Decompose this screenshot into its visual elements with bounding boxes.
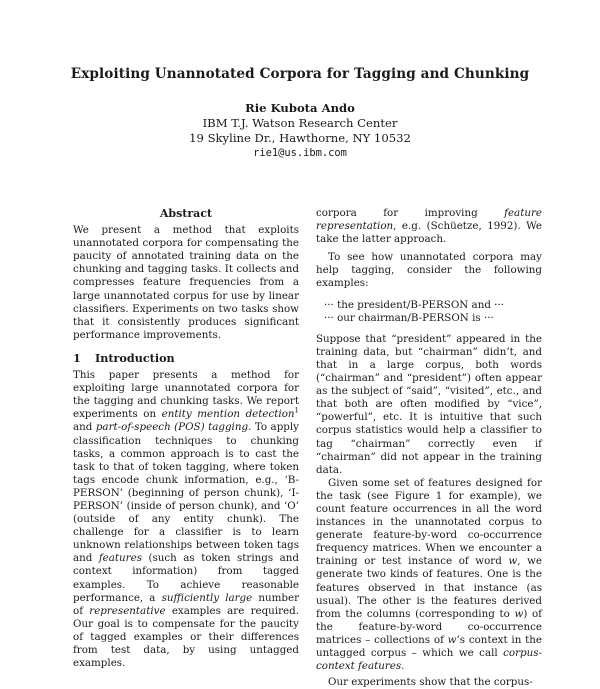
math-variable: w — [508, 555, 518, 568]
intro-paragraph — [73, 369, 299, 670]
body-text: ) of the feature-by-word co-occurrence matrices – collections of — [316, 607, 542, 646]
author-name: Rie Kubota Ando — [245, 101, 355, 115]
body-text: corpora for improving — [316, 207, 505, 219]
features-paragraph — [316, 477, 542, 673]
suppose-paragraph: Suppose that “president” appeared in the training data, but “chairman” didn’t, and that in a large corpus, both words (“chairman” and “president”) often appear as the subject of “said”, “visited”, etc., and that both are often modified by “vice”, “powerful”, etc. It is intuitive that such corpus statistics would help a classifier to tag “chairman” correctly even if “chairman” did not appear in the training data. — [316, 332, 542, 476]
section-number: 1 — [73, 350, 81, 365]
intro-emphasis: entity mention detection — [161, 408, 295, 421]
author-affiliation: IBM T.J. Watson Research Center — [202, 116, 398, 130]
math-variable: w — [447, 633, 457, 646]
section-title: Introduction — [95, 350, 175, 365]
section-heading — [73, 352, 299, 365]
body-text: . — [401, 660, 405, 673]
body-emphasis: feature representation — [316, 207, 542, 233]
body-text: , e.g. (Schüetze, 1992). We take the latter approach. — [316, 220, 542, 246]
author-block — [0, 101, 600, 161]
intro-text: This paper presents a method for exploiting large unannotated corpora for the tagging and chunking tasks. We report experiments on — [73, 369, 299, 421]
abstract-heading: Abstract — [159, 207, 213, 220]
math-variable: w — [514, 607, 524, 620]
examples-intro-paragraph: To see how unannotated corpora may help tagging, consider the following examples: — [316, 251, 542, 290]
right-column — [316, 207, 542, 689]
paper-title: Exploiting Unannotated Corpora for Tagging and Chunking — [70, 66, 530, 82]
example-line: ··· our chairman/B-PERSON is ··· — [324, 311, 494, 324]
intro-text: (such as token strings and context information) from tagged examples. To achieve reasonable performance, a — [73, 552, 299, 604]
intro-text: . To apply classification techniques to chunking tasks, a common approach is to cast the task to that of token tagging, where token tags encode chunk information, e.g., ‘B-PERSON’ (beginning of person chunk), ‘I-PERSON’ (inside of person chunk), and ‘O’ (outside of any entity chunk). The challenge for a classifier is to learn unknown relationships between token tags and — [73, 421, 299, 565]
body-text: ’s context in the untagged corpus – which we call — [316, 633, 542, 659]
intro-emphasis: part-of-speech (POS) tagging — [95, 421, 249, 434]
body-text: Given some set of features designed for the task (see Figure 1 for example), we count feature occurrences in all the word instances in the unannotated corpus to generate feature-by-word co-occurrence frequency matrices. When we encounter a training or test instance of word — [316, 476, 542, 568]
abstract-text: We present a method that exploits unannotated corpora for compensating the paucity of annotated training data on the chunking and tagging tasks. It collects and compresses feature frequencies from a large unannotated corpus for use by linear classifiers. Experiments on two tasks show that it consistently produces significant performance improvements. — [73, 224, 299, 341]
intro-text: and — [73, 421, 96, 434]
example-line: ··· the president/B-PERSON and ··· — [324, 298, 505, 311]
continued-paragraph — [316, 207, 542, 246]
tagging-examples — [324, 299, 542, 325]
body-text: , we generate two kinds of features. One is the features observed in that instance (as usual). The other is the features derived from the columns (corresponding to — [316, 555, 542, 620]
intro-emphasis: features — [98, 552, 142, 565]
left-column — [73, 207, 299, 670]
intro-emphasis: sufficiently large — [161, 591, 253, 604]
intro-text: number of — [73, 591, 299, 617]
body-emphasis: corpus-context features — [316, 647, 542, 673]
intro-emphasis: representative — [89, 604, 166, 617]
author-email: rie1@us.ibm.com — [253, 147, 347, 159]
footnote-marker: 1 — [294, 406, 300, 415]
author-address: 19 Skyline Dr., Hawthorne, NY 10532 — [189, 131, 411, 145]
intro-text: examples are required. Our goal is to compensate for the paucity of tagged examples or their differences from test data, by using untagged examples. — [73, 604, 299, 670]
experiments-paragraph: Our experiments show that the corpus- — [328, 676, 533, 689]
